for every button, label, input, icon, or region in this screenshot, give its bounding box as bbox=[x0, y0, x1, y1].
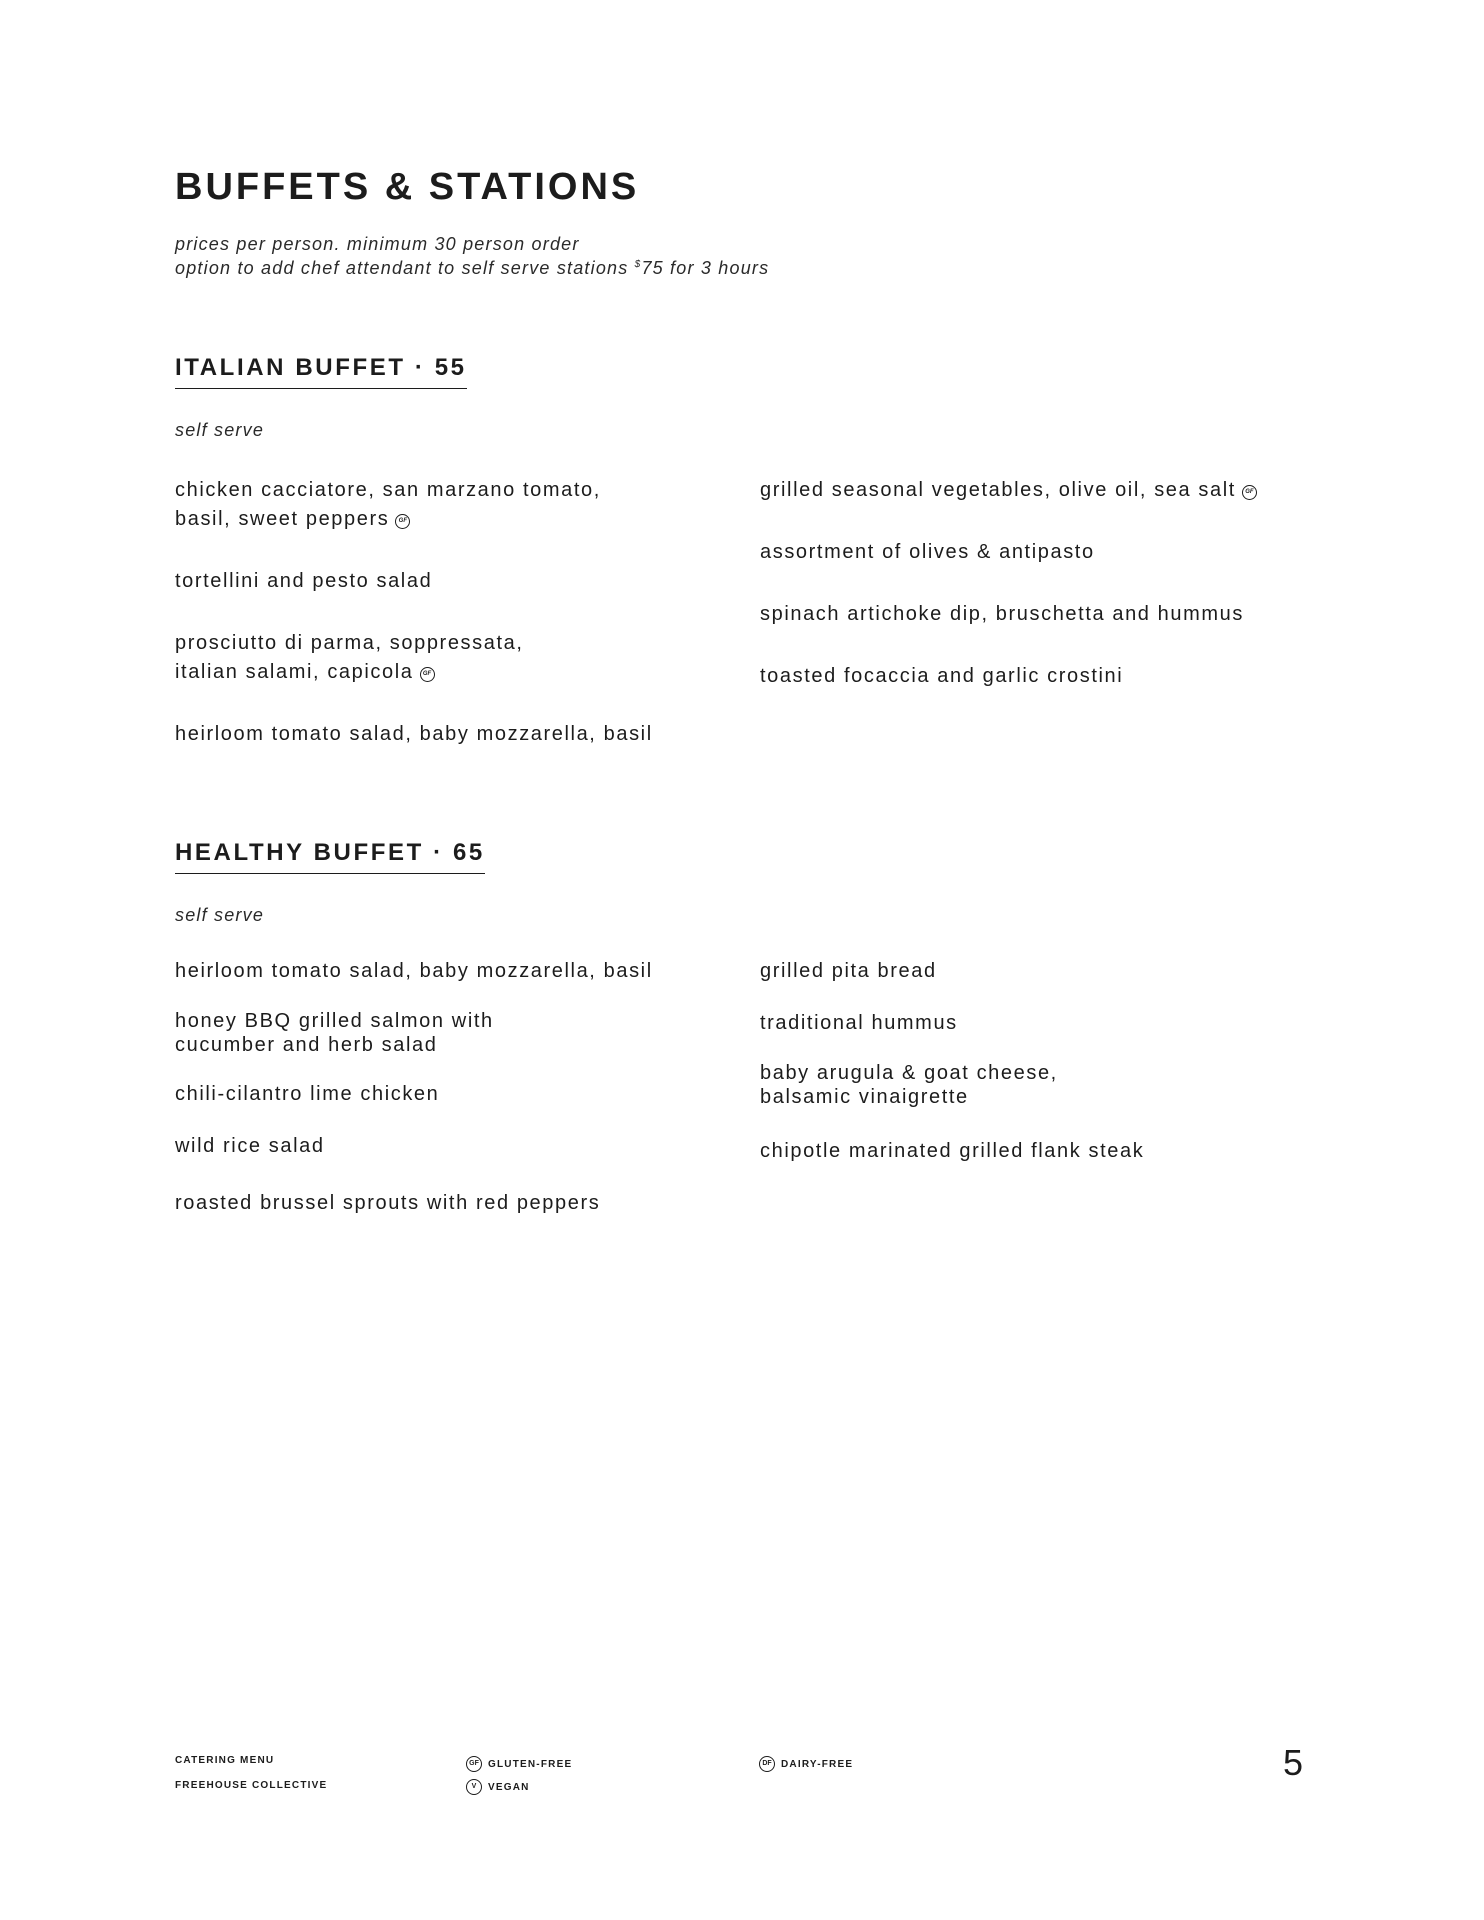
menu-item: assortment of olives & antipasto bbox=[760, 541, 1095, 563]
healthy-right-column bbox=[760, 957, 1144, 1166]
menu-item: heirloom tomato salad, baby mozzarella, basil bbox=[175, 723, 653, 745]
pricing-note: prices per person. minimum 30 person order bbox=[175, 234, 580, 254]
dairy-free-icon: DF bbox=[759, 1756, 775, 1772]
legend-dairy-free: DF DAIRY-FREE bbox=[759, 1756, 853, 1772]
menu-item: baby arugula & goat cheese, balsamic vinaigrette bbox=[760, 1062, 1058, 1108]
footer-brand: FREEHOUSE COLLECTIVE bbox=[175, 1780, 328, 1791]
gluten-free-icon: GF bbox=[420, 667, 435, 682]
gluten-free-icon: GF bbox=[466, 1756, 482, 1772]
menu-item: toasted focaccia and garlic crostini bbox=[760, 665, 1124, 687]
menu-item: prosciutto di parma, soppressata, italian salami, capicola GF bbox=[175, 632, 524, 683]
italian-buffet-heading: ITALIAN BUFFET · 55 bbox=[175, 354, 467, 389]
menu-item: grilled seasonal vegetables, olive oil, sea salt GF bbox=[760, 476, 1257, 505]
page-number: 5 bbox=[1283, 1742, 1304, 1783]
footer-catering-menu: CATERING MENU bbox=[175, 1755, 275, 1766]
legend-vegan: V VEGAN bbox=[466, 1779, 530, 1795]
italian-left-column bbox=[175, 476, 653, 749]
menu-item: wild rice salad bbox=[175, 1135, 325, 1157]
menu-item: tortellini and pesto salad bbox=[175, 570, 433, 592]
attendant-note-text: option to add chef attendant to self serve stations bbox=[175, 258, 635, 278]
healthy-left-column bbox=[175, 957, 653, 1218]
menu-item: chili-cilantro lime chicken bbox=[175, 1083, 440, 1105]
healthy-buffet-heading: HEALTHY BUFFET · 65 bbox=[175, 839, 485, 874]
attendant-note-price: 75 for 3 hours bbox=[641, 258, 770, 278]
gluten-free-icon: GF bbox=[1242, 485, 1257, 500]
menu-item: traditional hummus bbox=[760, 1012, 958, 1034]
menu-item: heirloom tomato salad, baby mozzarella, basil bbox=[175, 960, 653, 982]
menu-item: grilled pita bread bbox=[760, 960, 937, 982]
currency-symbol: $ bbox=[634, 259, 642, 270]
page-title: BUFFETS & STATIONS bbox=[175, 166, 640, 208]
italian-right-column bbox=[760, 476, 1257, 691]
attendant-note bbox=[175, 258, 769, 279]
vegan-icon: V bbox=[466, 1779, 482, 1795]
legend-gluten-free: GF GLUTEN-FREE bbox=[466, 1756, 572, 1772]
menu-item: honey BBQ grilled salmon with cucumber and herb salad bbox=[175, 1010, 494, 1056]
gluten-free-icon: GF bbox=[395, 514, 410, 529]
italian-buffet-service: self serve bbox=[175, 420, 265, 440]
menu-item: roasted brussel sprouts with red peppers bbox=[175, 1192, 601, 1214]
menu-item: chicken cacciatore, san marzano tomato, basil, sweet peppers GF bbox=[175, 479, 601, 530]
menu-item: spinach artichoke dip, bruschetta and hummus bbox=[760, 603, 1244, 625]
healthy-buffet-service: self serve bbox=[175, 905, 265, 925]
menu-item: chipotle marinated grilled flank steak bbox=[760, 1140, 1145, 1162]
